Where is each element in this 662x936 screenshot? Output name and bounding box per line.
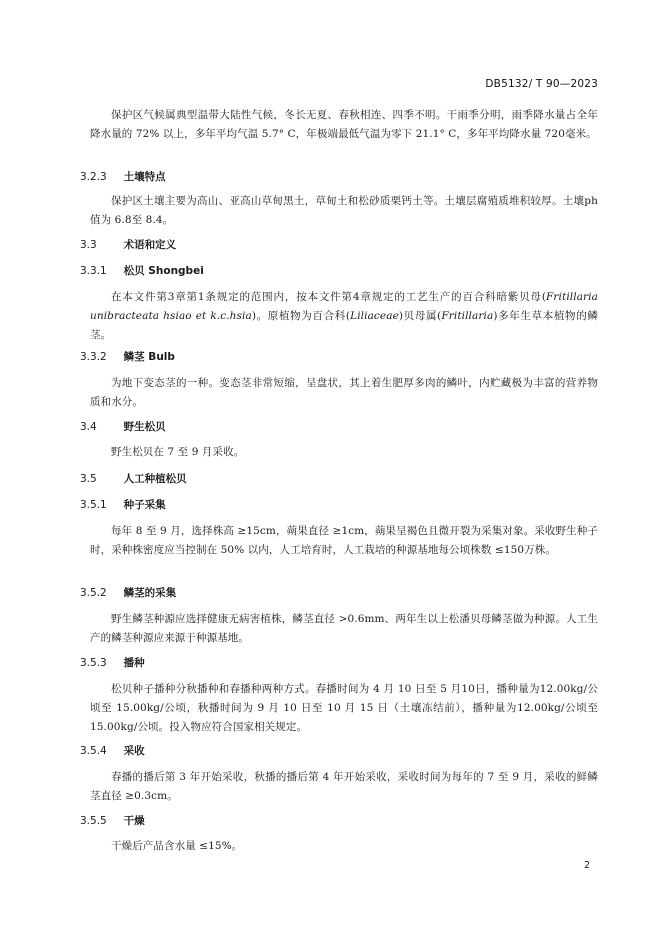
- text-span: )贝母属(: [398, 310, 442, 322]
- section-3-5-3-heading: [80, 654, 145, 673]
- section-number: 3.3.2: [80, 351, 107, 363]
- section-number: 3.5.1: [80, 499, 107, 511]
- seed-paragraph: 每年 8 至 9 月，选择株高 ≥15cm，蒴果直径 ≥1cm，蒴果呈褐色且微开裂为采集对象。采收野生种子时，采种株密度应当控制在 50% 以内，人工培育时，人工栽培的种源基地每公顷株数 ≤150万株。: [90, 525, 598, 556]
- section-title: 人工种植松贝: [123, 473, 187, 485]
- section-number: 3.5.4: [80, 745, 107, 757]
- section-title: 采收: [123, 745, 145, 757]
- section-number: 3.5.2: [80, 587, 107, 599]
- section-title: 种子采集: [123, 499, 166, 511]
- wild-paragraph: 野生松贝在 7 至 9 月采收。: [111, 446, 245, 458]
- text-span: 在本文件第3章第1条规定的范围内，按本文件第4章规定的工艺生产的百合科暗紫贝母(: [111, 291, 547, 303]
- page-number: 2: [583, 860, 590, 871]
- section-3-5-2-heading: [80, 584, 176, 603]
- bulb-collection-paragraph: 野生鳞茎种源应选择健康无病害植株，鳞茎直径 >0.6mm、两年生以上松潘贝母鳞茎做为种源。人工生产的鳞茎种源应来源于种源基地。: [90, 613, 598, 644]
- section-3-5-5-heading: [80, 812, 145, 831]
- latin-name: Fritillaria unibracteata hsiao et k.c.hsia: [90, 291, 598, 322]
- section-number: 3.3.1: [80, 265, 107, 277]
- section-number: 3.3: [80, 239, 97, 251]
- section-number: 3.5: [80, 473, 97, 485]
- section-3-2-3-heading: [80, 168, 166, 187]
- latin-name: Liliaceae: [350, 310, 399, 322]
- latin-name: Fritillaria: [441, 310, 494, 322]
- section-number: 3.5.3: [80, 657, 107, 669]
- sowing-paragraph: 松贝种子播种分秋播种和春播种两种方式。春播时间为 4 月 10 日至 5 月10日，播种量为12.00kg/公顷至 15.00kg/公顷，秋播时间为 9 月 10 日至 10 月 15 日（土壤冻结前），播种量为12.00kg/公顷至 15.00kg/公顷。投入物应符合国家相关规定。: [90, 683, 598, 733]
- section-title: 松贝 Shongbei: [123, 265, 204, 277]
- section-number: 3.4: [80, 421, 97, 433]
- soil-paragraph: 保护区土壤主要为高山、亚高山草甸黑土，草甸土和松砂质栗钙土等。土壤层腐殖质堆积较厚。土壤ph值为 6.8至 8.4。: [90, 195, 598, 226]
- text-span: )。原植物为百合科(: [251, 310, 351, 322]
- bulb-paragraph: 为地下变态茎的一种。变态茎非常短缩，呈盘状，其上着生肥厚多肉的鳞叶，内贮藏极为丰富的营养物质和水分。: [90, 377, 598, 408]
- section-title: 术语和定义: [123, 239, 177, 251]
- section-3-5-4-heading: [80, 742, 145, 761]
- section-title: 鳞茎 Bulb: [123, 351, 175, 363]
- section-3-3-2-heading: [80, 348, 175, 367]
- section-3-3-heading: [80, 236, 176, 255]
- section-title: 干燥: [123, 815, 145, 827]
- harvest-paragraph: 春播的播后第 3 年开始采收，秋播的播后第 4 年开始采收，采收时间为每年的 7 至 9 月，采收的鲜鳞茎直径 ≥0.3cm。: [90, 771, 598, 802]
- section-3-3-1-heading: [80, 262, 204, 281]
- songbei-paragraph: [90, 288, 598, 345]
- section-3-5-heading: [80, 470, 187, 489]
- climate-paragraph: 保护区气候属典型温带大陆性气候，冬长无夏、春秋相连、四季不明。干雨季分明，雨季降水量占全年降水量的 72% 以上，多年平均气温 5.7° C，年极端最低气温为零下 21.1° C，多年平均降水量 720毫米。: [90, 109, 598, 140]
- section-title: 鳞茎的采集: [123, 587, 177, 599]
- section-title: 土壤特点: [123, 171, 166, 183]
- drying-paragraph: 干燥后产品含水量 ≤15%。: [111, 840, 243, 852]
- section-number: 3.5.5: [80, 815, 107, 827]
- section-3-4-heading: [80, 418, 166, 437]
- standard-code: DB5132/ T 90—2023: [485, 78, 598, 90]
- section-number: 3.2.3: [80, 171, 107, 183]
- section-title: 播种: [123, 657, 145, 669]
- section-title: 野生松贝: [123, 421, 166, 433]
- section-3-5-1-heading: [80, 496, 166, 515]
- text-span: )多年生草本植物的鳞茎。: [90, 310, 598, 341]
